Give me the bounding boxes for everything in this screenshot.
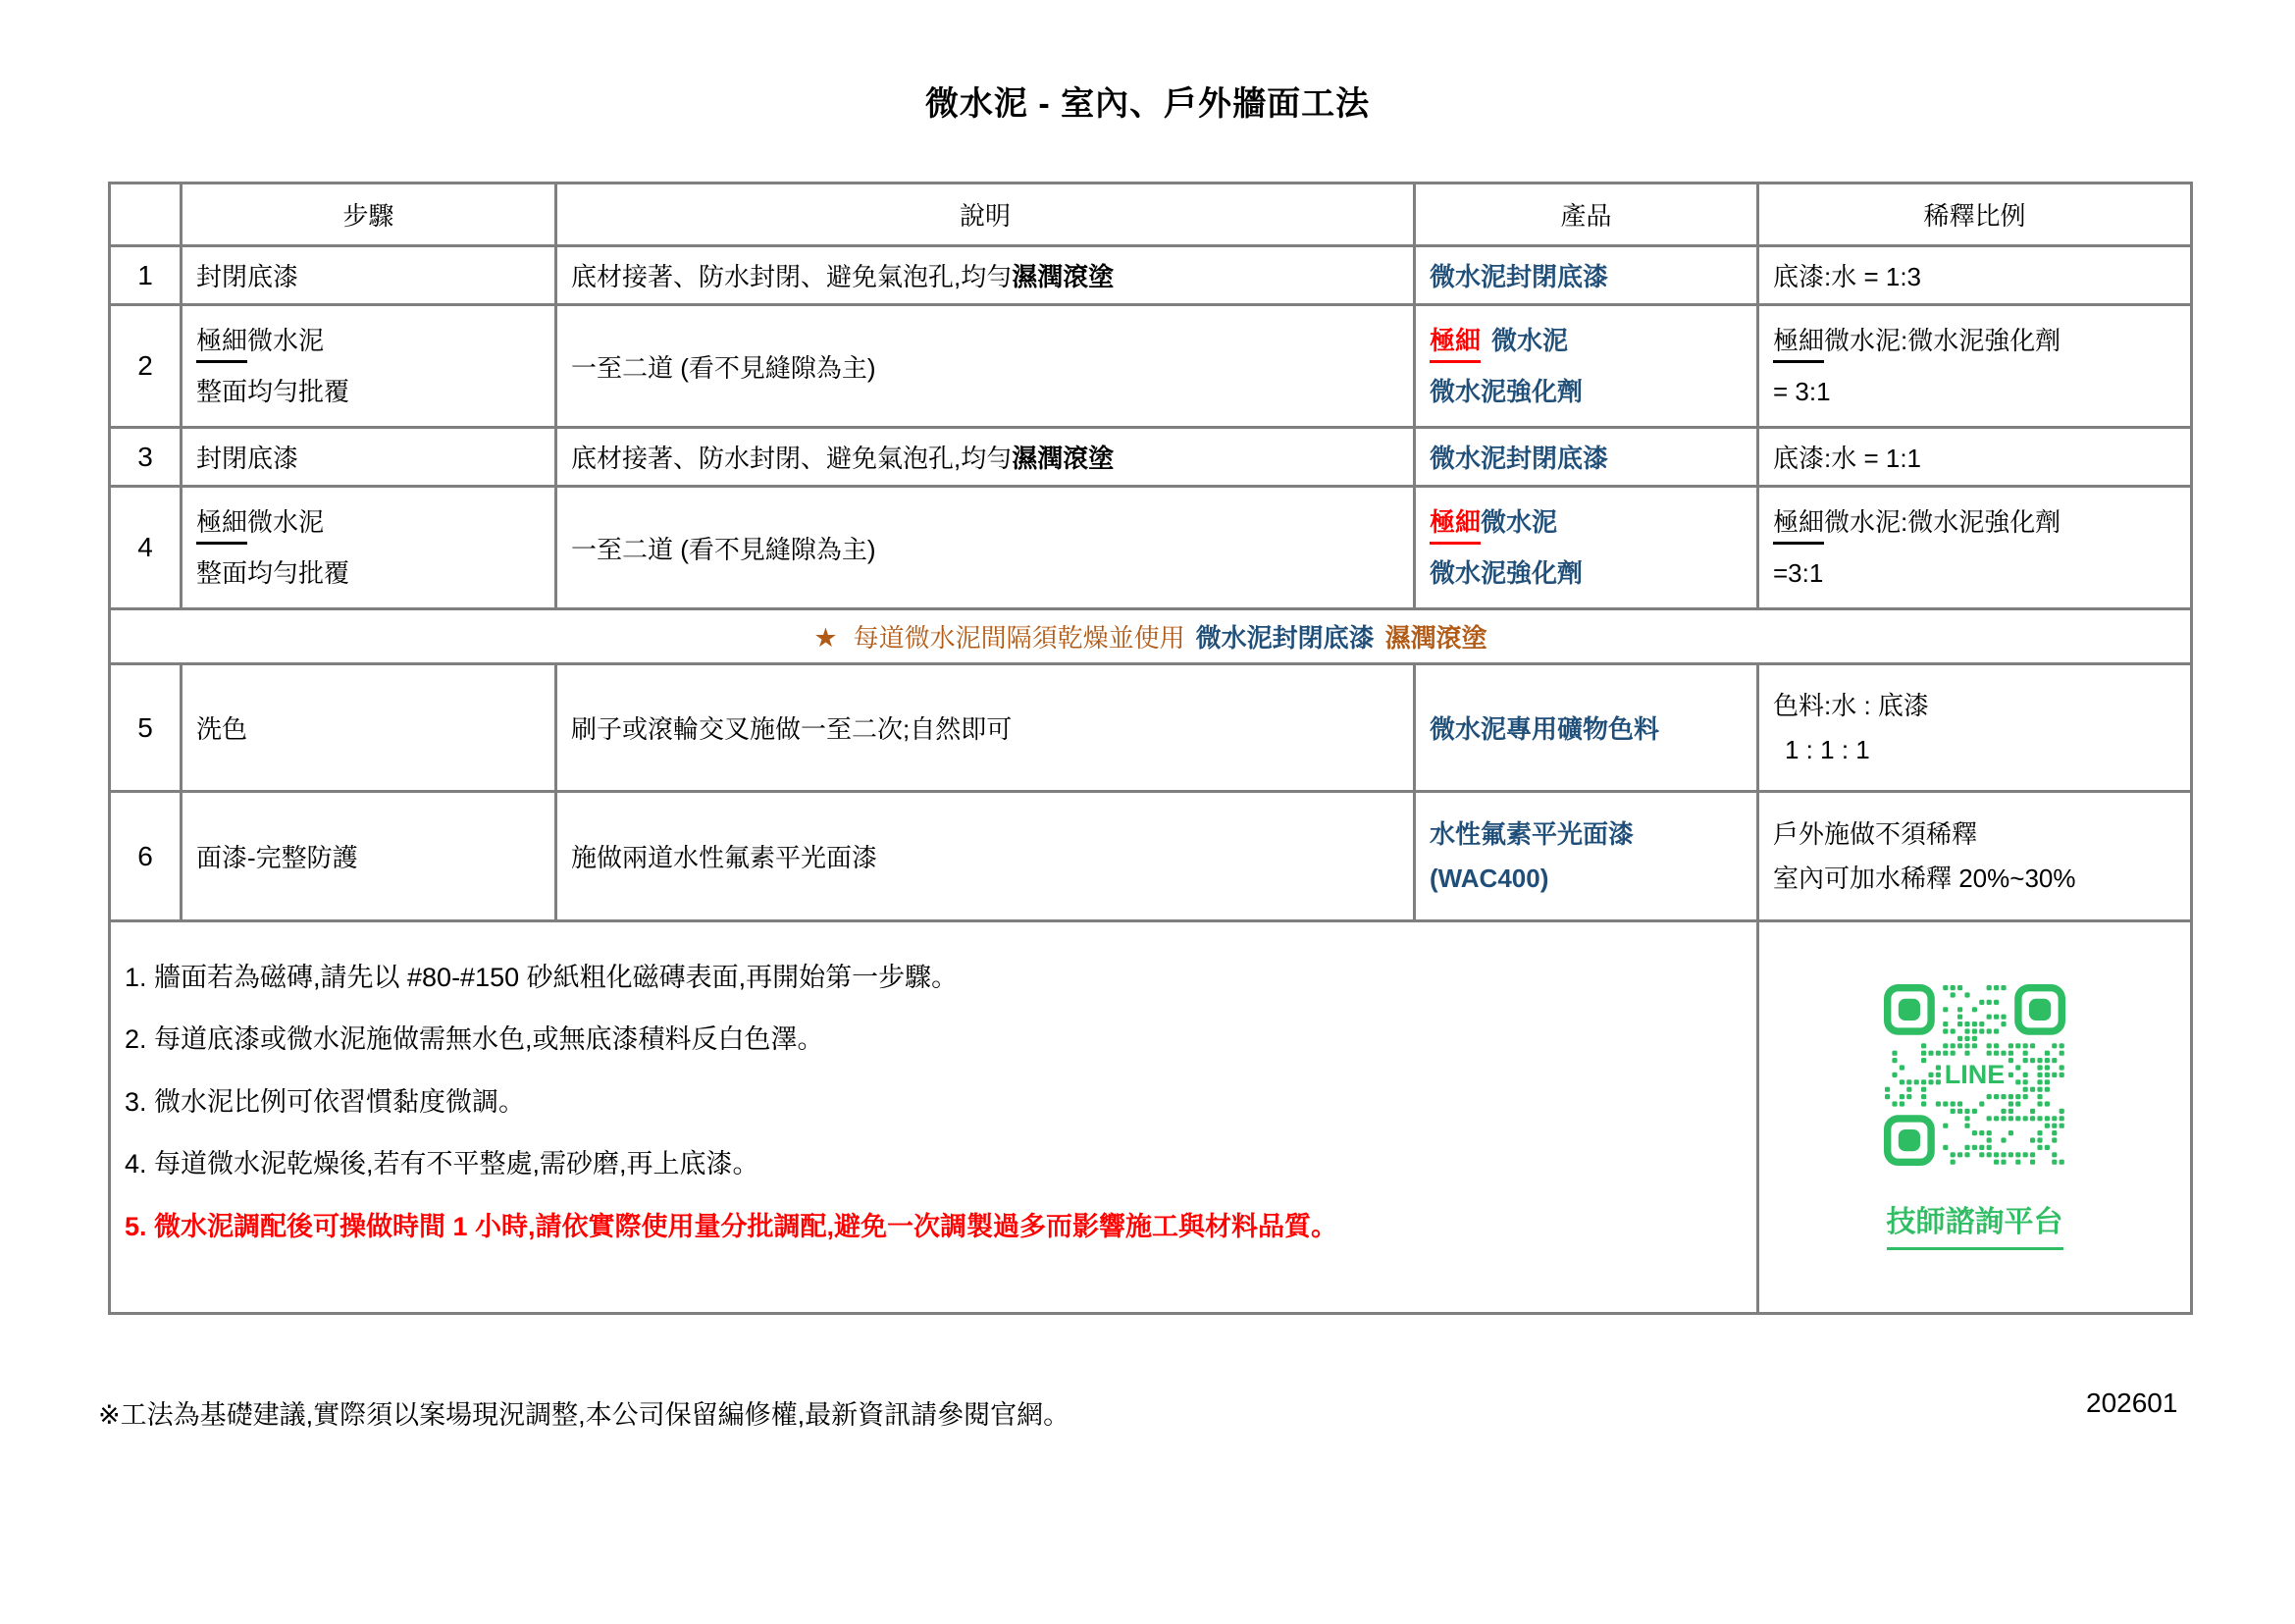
separator-note-row <box>110 609 2192 664</box>
qr-cell <box>1758 921 2192 1314</box>
page-title: 微水泥 - 室內、戶外牆面工法 <box>924 85 1371 123</box>
header-description: 說明 <box>556 183 1415 246</box>
row1-step: 封閉底漆 <box>182 246 556 305</box>
row6-description: 施做兩道水性氟素平光面漆 <box>556 792 1415 921</box>
row2-ratio-rest: 微水泥:微水泥強化劑 <box>1824 326 2061 355</box>
table-row-6 <box>110 792 2192 921</box>
table-header-row <box>110 183 2192 246</box>
row3-number: 3 <box>110 428 182 487</box>
header-step: 步驟 <box>182 183 556 246</box>
row4-step-line2: 整面均勻批覆 <box>196 557 350 588</box>
row6-product-line1: 水性氟素平光面漆 <box>1430 818 1635 849</box>
separator-note <box>110 609 2192 664</box>
header-product: 產品 <box>1415 183 1758 246</box>
row2-product <box>1415 305 1758 428</box>
table-row-1 <box>110 246 2192 305</box>
row2-step <box>182 305 556 428</box>
note-2: 2. 每道底漆或微水泥施做需無水色,或無底漆積料反白色澤。 <box>125 1024 824 1055</box>
row2-product-name: 微水泥 <box>1491 326 1569 355</box>
row4-ratio-line2: =3:1 <box>1773 557 1824 588</box>
row5-description: 刷子或滾輪交叉施做一至二次;自然即可 <box>556 664 1415 792</box>
row5-number: 5 <box>110 664 182 792</box>
row6-product <box>1415 792 1758 921</box>
row2-product-line2: 微水泥強化劑 <box>1430 376 1584 406</box>
row2-description: 一至二道 (看不見縫隙為主) <box>556 305 1415 428</box>
row4-product-grade: 極細 <box>1430 506 1481 545</box>
row2-ratio <box>1758 305 2192 428</box>
row1-product-name: 微水泥封閉底漆 <box>1430 262 1609 291</box>
row6-product-line2: (WAC400) <box>1430 864 1549 893</box>
notes-row <box>110 921 2192 1314</box>
separator-note-product: 微水泥封閉底漆 <box>1195 623 1375 653</box>
row4-number: 4 <box>110 487 182 609</box>
row1-number: 1 <box>110 246 182 305</box>
row4-description: 一至二道 (看不見縫隙為主) <box>556 487 1415 609</box>
row2-step-rest: 微水泥 <box>247 326 325 355</box>
row2-step-line1 <box>196 325 541 363</box>
separator-note-highlight: 濕潤滾塗 <box>1384 623 1487 653</box>
footer-disclaimer: ※工法為基礎建議,實際須以案場現況調整,本公司保留編修權,最新資訊請參閱官網。 <box>98 1400 1070 1430</box>
row4-step-underlined: 極細 <box>196 506 247 545</box>
row1-product <box>1415 246 1758 305</box>
note-3: 3. 微水泥比例可依習慣黏度微調。 <box>125 1086 526 1117</box>
row6-ratio-line1: 戶外施做不須稀釋 <box>1773 818 1978 849</box>
row4-ratio-rest: 微水泥:微水泥強化劑 <box>1824 507 2061 537</box>
row5-ratio-line1: 色料:水 : 底漆 <box>1773 690 1929 720</box>
row4-product-line1 <box>1430 506 1743 545</box>
row2-step-underlined: 極細 <box>196 325 247 363</box>
row5-product <box>1415 664 1758 792</box>
row3-step: 封閉底漆 <box>182 428 556 487</box>
row1-desc-text: 底材接著、防水封閉、避免氣泡孔,均勻 <box>571 262 1013 291</box>
notes-cell <box>110 921 1758 1314</box>
line-consult-link[interactable]: 技師諮詢平台 <box>1887 1197 2063 1250</box>
row4-product <box>1415 487 1758 609</box>
row4-ratio-line1 <box>1773 506 2176 545</box>
row6-number: 6 <box>110 792 182 921</box>
row5-product-name: 微水泥專用礦物色料 <box>1430 714 1660 744</box>
row6-ratio-line2: 室內可加水稀釋 20%~30% <box>1773 864 2076 893</box>
row4-step-line1 <box>196 506 541 545</box>
row1-desc-highlight: 濕潤滾塗 <box>1012 262 1115 291</box>
row3-description <box>556 428 1415 487</box>
note-1: 1. 牆面若為磁磚,請先以 #80-#150 砂紙粗化磁磚表面,再開始第一步驟。 <box>125 963 959 993</box>
row2-product-line1 <box>1430 325 1743 363</box>
table-row-4 <box>110 487 2192 609</box>
row4-ratio <box>1758 487 2192 609</box>
row5-ratio <box>1758 664 2192 792</box>
row2-step-line2: 整面均勻批覆 <box>196 376 350 406</box>
separator-note-text: 每道微水泥間隔須乾燥並使用 <box>853 623 1185 653</box>
row6-ratio <box>1758 792 2192 921</box>
row2-ratio-underlined: 極細 <box>1773 325 1824 363</box>
row4-step-rest: 微水泥 <box>247 507 325 537</box>
note-5-warning: 5. 微水泥調配後可操做時間 1 小時,請依實際使用量分批調配,避免一次調製過多而影響施工與材料品質。 <box>125 1211 1338 1241</box>
line-label: LINE <box>1944 1060 2006 1089</box>
process-table <box>108 182 2193 1315</box>
row3-desc-highlight: 濕潤滾塗 <box>1012 444 1115 473</box>
row4-ratio-underlined: 極細 <box>1773 506 1824 545</box>
table-row-3 <box>110 428 2192 487</box>
note-4: 4. 每道微水泥乾燥後,若有不平整處,需砂磨,再上底漆。 <box>125 1149 759 1179</box>
row2-ratio-line1 <box>1773 325 2176 363</box>
row2-product-grade: 極細 <box>1430 325 1481 363</box>
row6-step: 面漆-完整防護 <box>182 792 556 921</box>
row3-desc-text: 底材接著、防水封閉、避免氣泡孔,均勻 <box>571 444 1013 473</box>
row5-step: 洗色 <box>182 664 556 792</box>
row3-product <box>1415 428 1758 487</box>
table-row-2 <box>110 305 2192 428</box>
table-row-5 <box>110 664 2192 792</box>
row4-step <box>182 487 556 609</box>
row3-ratio: 底漆:水 = 1:1 <box>1758 428 2192 487</box>
row3-product-name: 微水泥封閉底漆 <box>1430 444 1609 473</box>
row4-product-line2: 微水泥強化劑 <box>1430 557 1584 588</box>
version-number: 202601 <box>2086 1388 2178 1418</box>
line-qr-code <box>1884 984 2065 1166</box>
row1-description <box>556 246 1415 305</box>
row1-ratio: 底漆:水 = 1:3 <box>1758 246 2192 305</box>
header-ratio: 稀釋比例 <box>1758 183 2192 246</box>
header-blank <box>110 183 182 246</box>
star-icon: ★ <box>813 623 838 653</box>
row5-ratio-line2: 1 : 1 : 1 <box>1785 735 1870 764</box>
row4-product-name: 微水泥 <box>1481 507 1558 537</box>
row2-ratio-line2: = 3:1 <box>1773 376 1831 406</box>
row2-number: 2 <box>110 305 182 428</box>
